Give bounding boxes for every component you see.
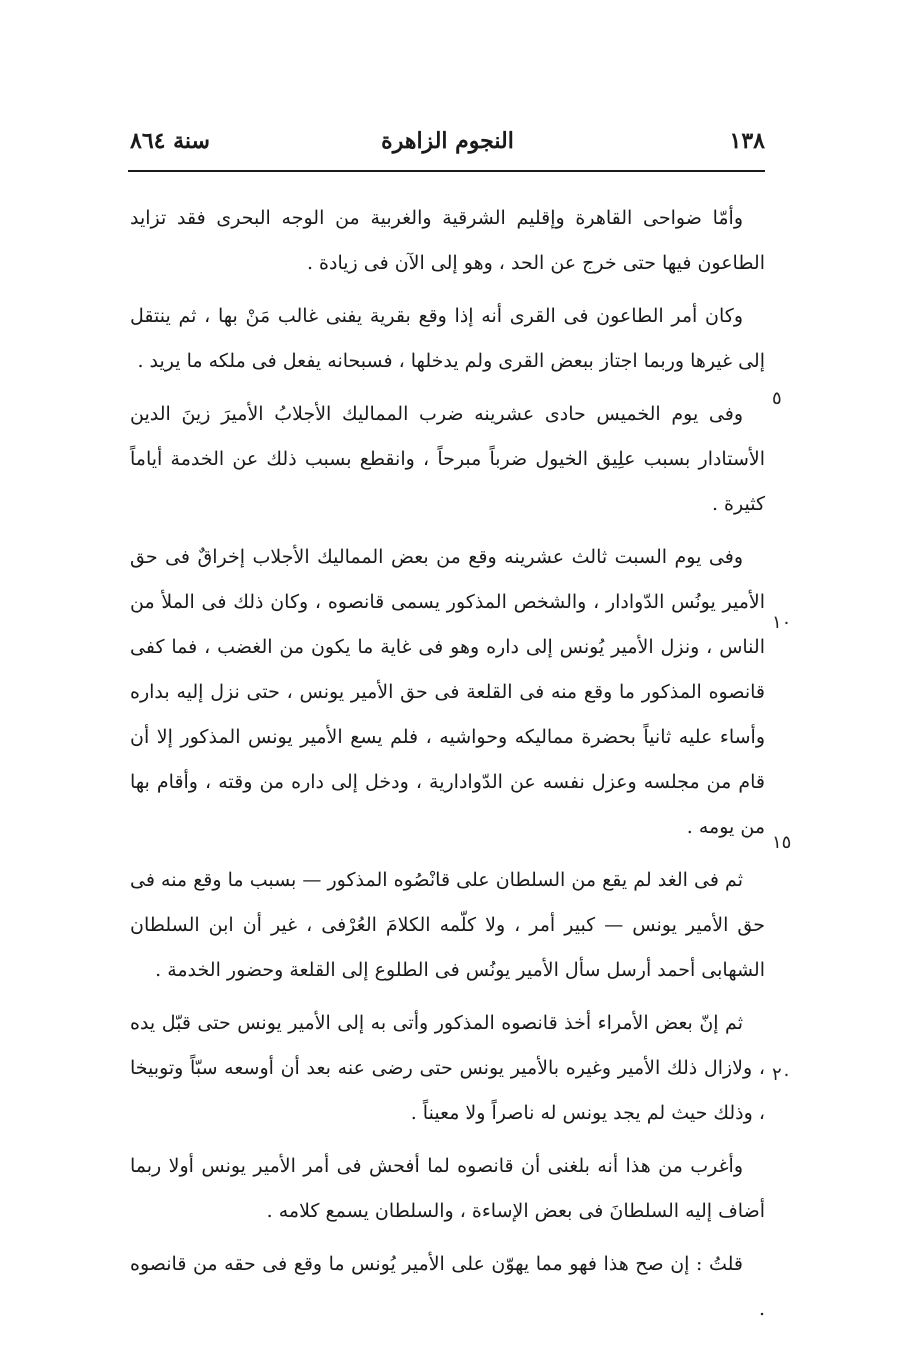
year-label: سنة ٨٦٤: [130, 128, 210, 154]
paragraph: وأمّا ضواحى القاهرة وإقليم الشرقية والغربية من الوجه البحرى فقد تزايد الطاعون فيها حتى خرج عن الحد ، وهو إلى الآن فى زيادة .: [130, 207, 765, 274]
margin-line-number: ١٠: [772, 612, 792, 633]
paragraph: وكان أمر الطاعون فى القرى أنه إذا وقع بقرية يفنى غالب مَنْ بها ، ثم ينتقل إلى غيرها وربما اجتاز ببعض القرى ولم يدخلها ، فسبحانه يفعل فى ملكه ما يريد .: [130, 305, 765, 372]
paragraph: قلتُ : إن صح هذا فهو مما يهوّن على الأمير يُونس ما وقع فى حقه من قانصوه .: [130, 1253, 765, 1320]
page-header: [130, 128, 765, 164]
page-number: ١٣٨: [729, 128, 765, 154]
paragraph: وفى يوم الخميس حادى عشرينه ضرب المماليك الأجلابُ الأميرَ زينَ الدين الأستادار بسبب علِيق الخيول ضرباً مبرحاً ، وانقطع بسبب ذلك عن الخدمة أياماً كثيرة .: [130, 403, 765, 515]
margin-line-number: ١٥: [772, 832, 792, 853]
paragraph: وفى يوم السبت ثالث عشرينه وقع من بعض المماليك الأجلاب إخراقٌ فى حق الأمير يونُس الدّوادار ، والشخص المذكور يسمى قانصوه ، وكان ذلك فى الملأ من الناس ، ونزل الأمير يُونس إلى داره وهو فى غاية ما يكون من الغضب ، فما كفى قانصوه المذكور ما وقع منه فى القلعة فى حق الأمير يونس ، حتى نزل إليه بداره وأساء عليه ثانياً بحضرة مماليكه وحواشيه ، فلم يسع الأمير يونس المذكور إلا أن قام من مجلسه وعزل نفسه عن الدّوادارية ، ودخل إلى داره من وقته ، وأقام بها من يومه .: [130, 546, 765, 838]
margin-line-number: ٥: [772, 388, 782, 409]
paragraph: ثم فى الغد لم يقع من السلطان على قانْصُوه المذكور — بسبب ما وقع منه فى حق الأمير يونس — كبير أمر ، ولا كلّمه الكلامَ العُرْفى ، غير أن ابن السلطان الشهابى أحمد أرسل سأل الأمير يونُس فى الطلوع إلى القلعة وحضور الخدمة .: [130, 869, 765, 981]
running-title: النجوم الزاهرة: [381, 128, 514, 154]
paragraph: ثم إنّ بعض الأمراء أخذ قانصوه المذكور وأتى به إلى الأمير يونس حتى قبّل يده ، ولازال ذلك الأمير وغيره بالأمير يونس حتى رضى عنه بعد أن أوسعه سبّاً وتوبيخا ، وذلك حيث لم يجد يونس له ناصراً ولا معيناً .: [130, 1012, 765, 1124]
margin-line-number: ٢٠: [772, 1064, 792, 1085]
header-rule: [128, 170, 765, 172]
body-text: [130, 196, 765, 1340]
paragraph: وأغرب من هذا أنه بلغنى أن قانصوه لما أفحش فى أمر الأمير يونس أولا ربما أضاف إليه السلطانَ فى بعض الإساءة ، والسلطان يسمع كلامه .: [130, 1155, 765, 1222]
